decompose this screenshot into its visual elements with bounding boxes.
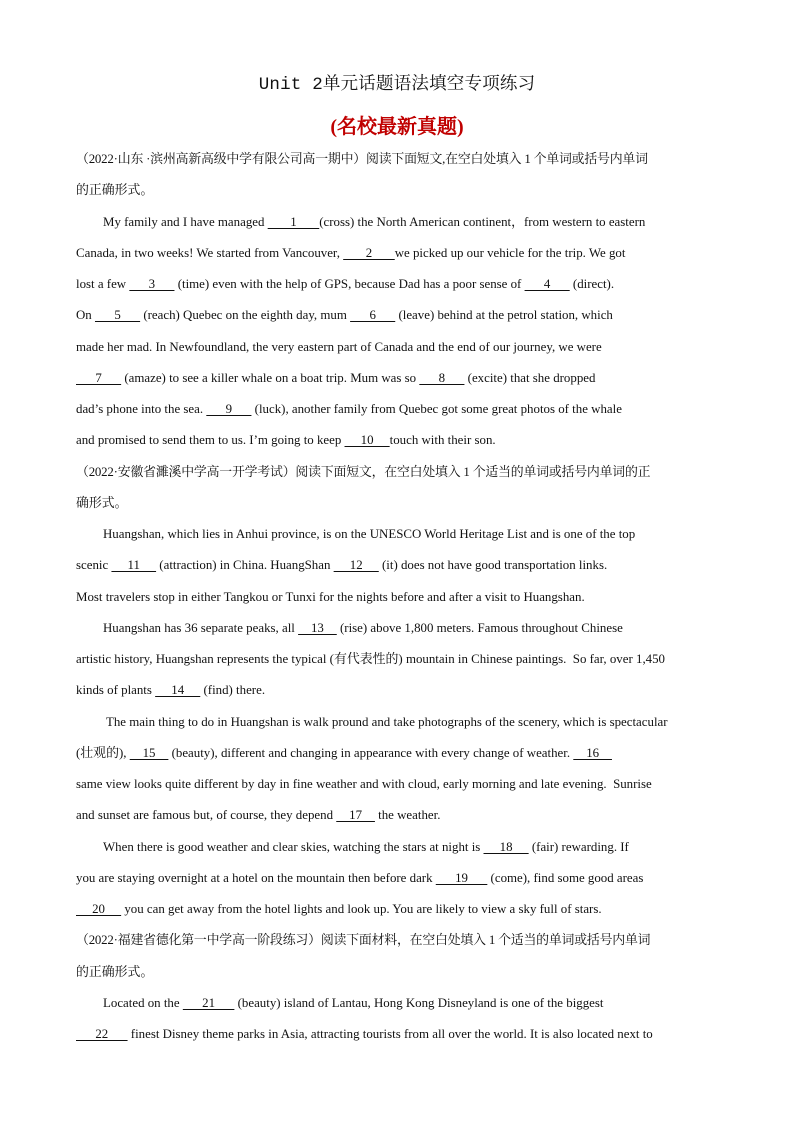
- source-instruction-line: [76, 144, 718, 175]
- answer-blank: 22: [76, 1027, 128, 1041]
- text-segment: you can get away from the hotel lights and look up. You are likely to view a sky full of stars.: [121, 902, 602, 916]
- text-line: [76, 800, 718, 831]
- answer-blank: 8: [419, 370, 465, 385]
- text-segment: (cross) the North American continent，from western to eastern: [319, 214, 646, 229]
- text-segment: Huangshan has 36 separate peaks, all: [103, 620, 299, 635]
- text-segment: Canada, in two weeks! We started from Vancouver,: [76, 245, 344, 260]
- text-segment: made her mad. In Newfoundland, the very eastern part of Canada and the end of our journey, we were: [76, 339, 602, 354]
- exercise-body: [76, 144, 718, 1050]
- text-segment: My family and I have managed: [103, 214, 268, 229]
- text-segment: finest Disney theme parks in Asia, attracting tourists from all over the world. It is also located next to: [127, 1027, 653, 1041]
- text-line: [76, 988, 718, 1019]
- answer-blank: 2: [343, 245, 395, 260]
- text-segment: (attraction) in China. HuangShan: [156, 558, 334, 573]
- text-segment: scenic: [76, 558, 112, 573]
- answer-blank: 12: [333, 558, 379, 573]
- text-segment: The main thing to do in Huangshan is walk pround and take photographs of the scenery, which is spectacular: [103, 714, 668, 729]
- answer-blank: 14: [155, 683, 201, 698]
- answer-blank: 9: [206, 402, 252, 416]
- answer-blank: 18: [483, 839, 529, 854]
- text-segment: (time) even with the help of GPS, because Dad has a poor sense of: [174, 277, 525, 291]
- text-segment: (direct).: [569, 277, 615, 291]
- source-instruction-line: [76, 457, 718, 488]
- text-segment: 确形式。: [76, 495, 128, 510]
- text-line: [76, 738, 718, 769]
- text-segment: On: [76, 308, 95, 323]
- text-segment: (fair) rewarding. If: [528, 839, 629, 854]
- answer-blank: 6: [350, 308, 396, 323]
- page-title: Unit 2单元话题语法填空专项练习: [258, 75, 536, 95]
- answer-blank: 17: [336, 808, 375, 823]
- text-segment: (壮观的),: [76, 745, 130, 760]
- text-segment: (rise) above 1,800 meters. Famous throughout Chinese: [336, 620, 623, 635]
- text-segment: （2022·福建省德化第一中学高一阶段练习）阅读下面材料，在空白处填入 1 个适当的单词或括号内单词: [76, 933, 651, 948]
- page-subtitle: (名校最新真题): [330, 116, 464, 138]
- text-line: [76, 363, 718, 394]
- text-segment: Huangshan, which lies in Anhui province, is on the UNESCO World Heritage List and is one of the top: [103, 527, 636, 541]
- answer-blank: 4: [524, 277, 570, 291]
- text-line: [76, 238, 718, 269]
- text-line: [76, 550, 718, 581]
- text-segment: and sunset are famous but, of course, they depend: [76, 808, 337, 823]
- text-segment: same view looks quite different by day in fine weather and with cloud, early morning and late evening. Sunrise: [76, 777, 652, 791]
- text-line: [76, 957, 718, 988]
- text-segment: dad’s phone into the sea.: [76, 402, 207, 416]
- text-segment: (beauty) island of Lantau, Hong Kong Disneyland is one of the biggest: [234, 995, 604, 1010]
- text-segment: (it) does not have good transportation links.: [378, 558, 608, 573]
- text-segment: (reach) Quebec on the eighth day, mum: [140, 308, 351, 323]
- text-segment: and promised to send them to us. I’m going to keep: [76, 433, 345, 448]
- text-segment: (beauty), different and changing in appearance with every change of weather.: [168, 745, 574, 760]
- text-line: [76, 394, 718, 425]
- text-line: [76, 613, 718, 644]
- answer-blank: 11: [111, 558, 157, 573]
- text-segment: the weather.: [374, 808, 441, 823]
- text-segment: Most travelers stop in either Tangkou or Tunxi for the nights before and after a visit to Huangshan.: [76, 589, 585, 604]
- answer-blank: 19: [435, 870, 488, 885]
- text-segment: (find) there.: [200, 683, 266, 698]
- text-line: [76, 269, 718, 300]
- text-segment: （2022·山东 ·滨州高新高级中学有限公司高一期中）阅读下面短文,在空白处填入 1 个单词或括号内单词: [76, 152, 648, 166]
- text-line: [76, 707, 718, 738]
- answer-blank: 3: [129, 277, 175, 291]
- text-segment: When there is good weather and clear skies, watching the stars at night is: [103, 839, 484, 854]
- text-line: [76, 1019, 718, 1050]
- text-segment: （2022·安徽省濉溪中学高一开学考试）阅读下面短文，在空白处填入 1 个适当的单词或括号内单词的正: [76, 464, 651, 479]
- text-line: [76, 207, 718, 238]
- text-line: [76, 519, 718, 550]
- answer-blank: 13: [298, 620, 337, 635]
- text-line: [76, 332, 718, 363]
- answer-blank: 1: [267, 214, 320, 229]
- text-line: [76, 488, 718, 519]
- text-segment: (amaze) to see a killer whale on a boat trip. Mum was so: [121, 370, 420, 385]
- text-line: [76, 675, 718, 706]
- answer-blank: 15: [129, 745, 169, 760]
- answer-blank: 7: [76, 370, 122, 385]
- answer-blank: 10: [344, 433, 390, 448]
- text-segment: you are staying overnight at a hotel on the mountain then before dark: [76, 870, 436, 885]
- text-line: [76, 300, 718, 331]
- answer-blank: 20: [76, 902, 122, 916]
- text-line: [76, 175, 718, 206]
- text-line: [76, 769, 718, 800]
- text-segment: (leave) behind at the petrol station, which: [395, 308, 613, 323]
- text-segment: we picked up our vehicle for the trip. We got: [394, 245, 626, 260]
- text-line: [76, 582, 718, 613]
- text-segment: (come), find some good areas: [487, 870, 644, 885]
- text-line: [76, 644, 718, 675]
- text-segment: 的正确形式。: [76, 964, 154, 979]
- answer-blank: 21: [182, 995, 235, 1010]
- text-segment: lost a few: [76, 277, 130, 291]
- text-line: [76, 425, 718, 456]
- text-segment: (luck), another family from Quebec got some great photos of the whale: [251, 402, 622, 416]
- text-segment: touch with their son.: [389, 433, 496, 448]
- text-segment: 的正确形式。: [76, 183, 154, 198]
- text-segment: Located on the: [103, 995, 183, 1010]
- answer-blank: 16: [573, 745, 612, 760]
- text-segment: artistic history, Huangshan represents the typical (有代表性的) mountain in Chinese paintings. So far, over 1,450: [76, 652, 665, 666]
- text-line: [76, 894, 718, 925]
- text-segment: kinds of plants: [76, 683, 156, 698]
- text-line: [76, 832, 718, 863]
- source-instruction-line: [76, 925, 718, 956]
- answer-blank: 5: [94, 308, 141, 323]
- text-segment: (excite) that she dropped: [464, 370, 596, 385]
- text-line: [76, 863, 718, 894]
